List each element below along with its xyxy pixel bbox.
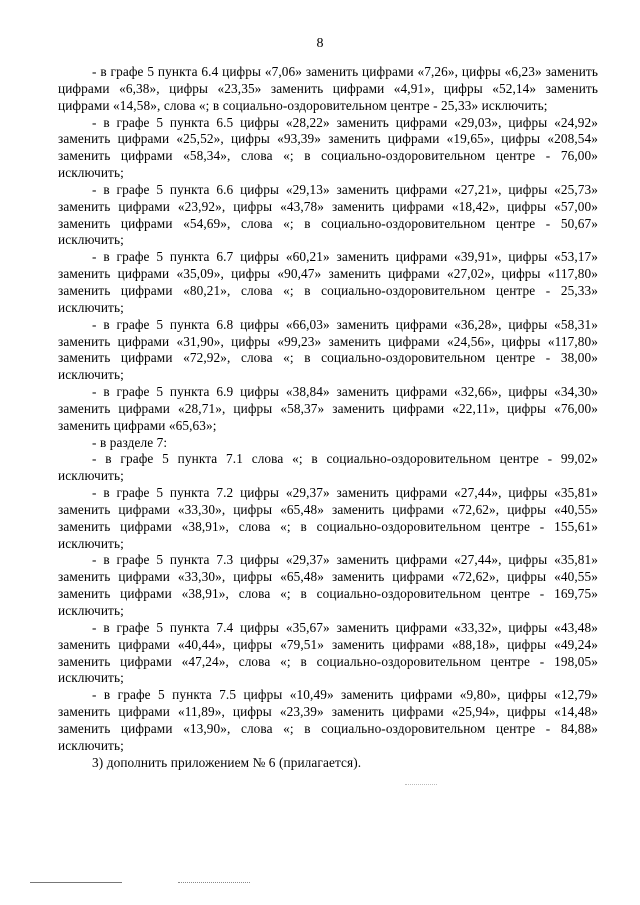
paragraph-7-5: - в графе 5 пункта 7.5 цифры «10,49» заменить цифрами «9,80», цифры «12,79» заменить цифрами «11,89», цифры «23,39» заменить цифрами «25,94», цифры «14,48» заменить цифрами «13,90», слова «; в социально-оздоровительном центре - 84,88» исключить; [58,687,598,753]
paragraph-7-2: - в графе 5 пункта 7.2 цифры «29,37» заменить цифрами «27,44», цифры «35,81» заменить цифрами «33,30», цифры «65,48» заменить цифрами «72,62», цифры «40,55» заменить цифрами «38,91», слова «; в социально-оздоровительном центре - 155,61» исключить; [58,485,598,551]
paragraph-6-4: - в графе 5 пункта 6.4 цифры «7,06» заменить цифрами «7,26», цифры «6,23» заменить цифрами «6,38», цифры «23,35» заменить цифрами «4,91», цифры «52,14» заменить цифрами «14,58», слова «; в социально-оздоровительном центре - 25,33» исключить; [58,64,598,113]
paragraph-7-4: - в графе 5 пункта 7.4 цифры «35,67» заменить цифрами «33,32», цифры «43,48» заменить цифрами «40,44», цифры «79,51» заменить цифрами «88,18», цифры «49,24» заменить цифрами «47,24», слова «; в социально-оздоровительном центре - 198,05» исключить; [58,619,598,686]
paragraph-6-8: - в графе 5 пункта 6.8 цифры «66,03» заменить цифрами «36,28», цифры «58,31» заменить цифрами «31,90», цифры «99,23» заменить цифрами «24,56», цифры «117,80» заменить цифрами «72,92», слова «; в социально-оздоровительном центре - 38,00» исключить; [58,316,598,383]
paragraph-7-1: - в графе 5 пункта 7.1 слова «; в социально-оздоровительном центре - 99,02» исключить; [58,451,598,484]
footer-line-left [30,882,122,883]
paragraph-appendix-6: 3) дополнить приложением № 6 (прилагается). [92,754,362,770]
paragraph-6-7: - в графе 5 пункта 6.7 цифры «60,21» заменить цифрами «39,91», цифры «53,17» заменить цифрами «35,09», цифры «90,47» заменить цифрами «27,02», цифры «117,80» заменить цифрами «80,21», слова «; в социально-оздоровительном центре - 25,33» исключить; [58,249,598,315]
document-body [58,64,598,771]
paragraph-7-3: - в графе 5 пункта 7.3 цифры «29,37» заменить цифрами «27,44», цифры «35,81» заменить цифрами «33,30», цифры «65,48» заменить цифрами «72,62», цифры «40,55» заменить цифрами «38,91», слова «; в социально-оздоровительном центре - 169,75» исключить; [58,552,598,618]
paragraph-section-7: - в разделе 7: [92,434,168,450]
footer-rule [30,882,290,884]
paragraph-6-9: - в графе 5 пункта 6.9 цифры «38,84» заменить цифрами «32,66», цифры «34,30» заменить цифрами «28,71», цифры «58,37» заменить цифрами «22,11», цифры «76,00» заменить цифрами «65,63»; [58,384,598,433]
footer-line-right [178,882,250,883]
faint-scan-mark [405,784,437,785]
paragraph-6-5: - в графе 5 пункта 6.5 цифры «28,22» заменить цифрами «29,03», цифры «24,92» заменить цифрами «25,52», цифры «93,39» заменить цифрами «19,65», цифры «208,54» заменить цифрами «58,34», слова «; в социально-оздоровительном центре - 76,00» исключить; [58,114,598,181]
page-number: 8 [316,36,324,51]
paragraph-6-6: - в графе 5 пункта 6.6 цифры «29,13» заменить цифрами «27,21», цифры «25,73» заменить цифрами «23,92», цифры «43,78» заменить цифрами «18,42», цифры «57,00» заменить цифрами «54,69», слова «; в социально-оздоровительном центре - 50,67» исключить; [58,181,598,248]
